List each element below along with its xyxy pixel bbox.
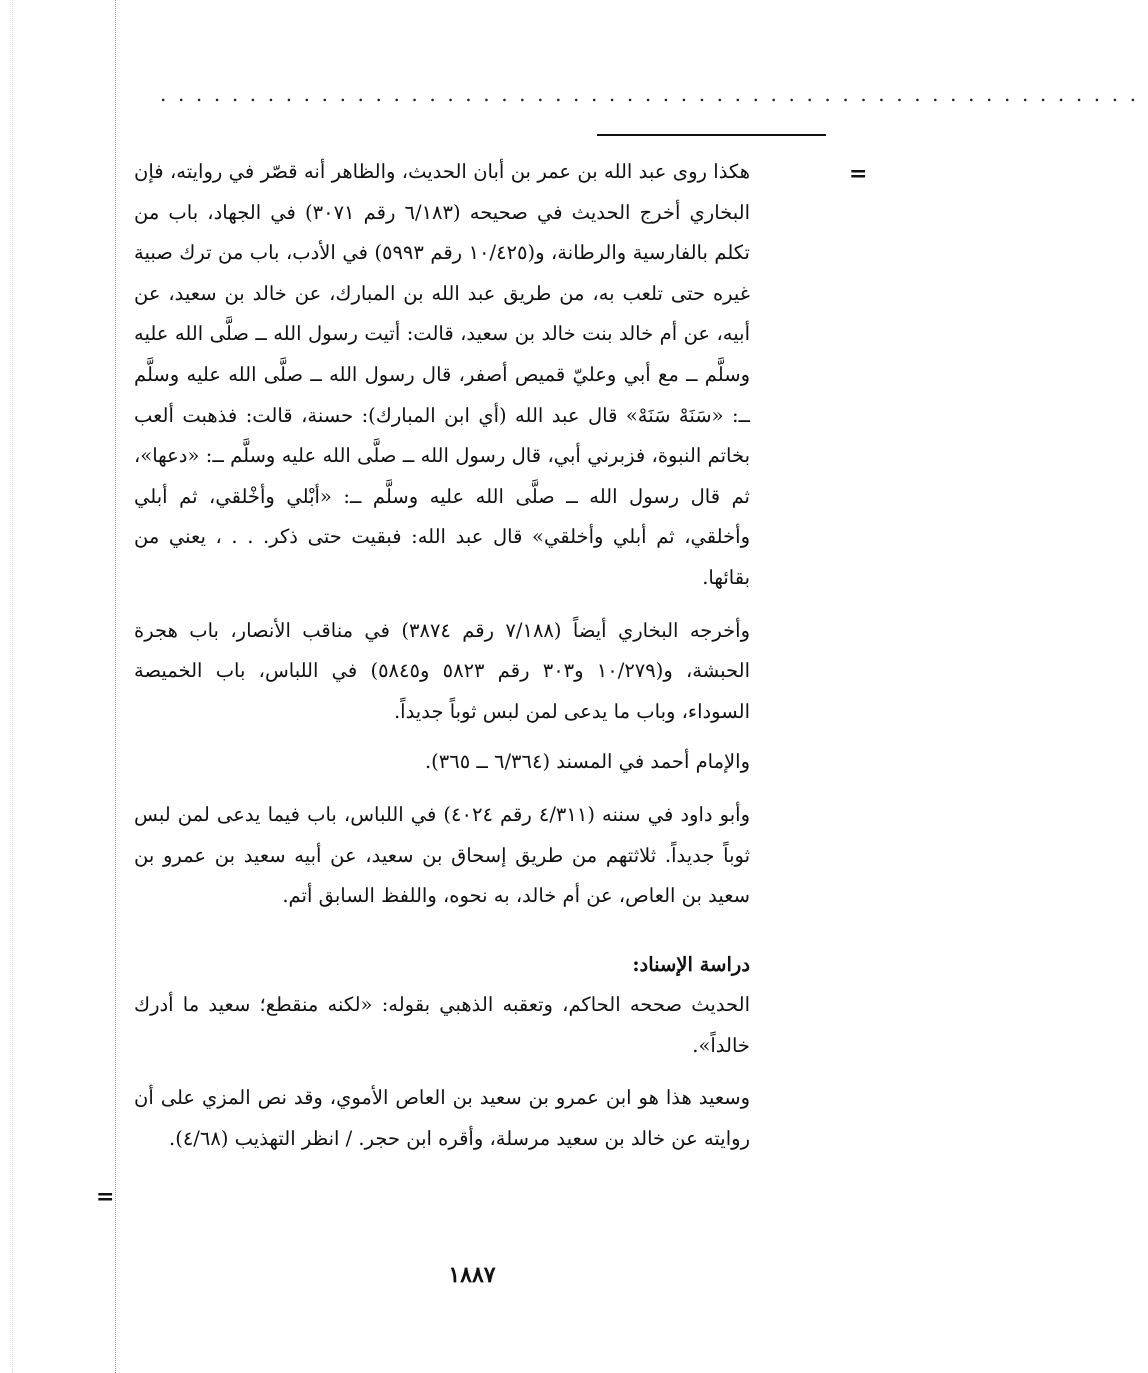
header-dotted-line: ....................................................... [160,82,1148,106]
paragraph-abu-dawud: وأبو داود في سننه (٤/٣١١ رقم ٤٠٢٤) في اللباس، باب فيما يدعى لمن لبس ثوباً جديداً. ثلاثتهم من طريق إسحاق بن سعيد، عن أبيه سعيد بن عمرو بن سعيد بن العاص، عن أم خالد، به نحوه، واللفظ السابق أتم. [134,802,750,908]
continuation-mark-top: = [849,161,868,187]
paragraph-ahmad-musnad: والإمام أحمد في المسند (٦/٣٦٤ ــ ٣٦٥). [424,750,750,774]
section-heading-isnad-study: دراسة الإسناد: [632,952,750,976]
continuation-mark-bottom: = [96,1184,115,1210]
footnote-text-block [134,152,750,1172]
paragraph-hadith-takhrij: هكذا روى عبد الله بن عمر بن أبان الحديث، والظاهر أنه قصّر في روايته، فإن البخاري أخرج الحديث في صحيحه (٦/١٨٣ رقم ٣٠٧١) في الجهاد، باب من تكلم بالفارسية والرطانة، و(١٠/٤٢٥ رقم ٥٩٩٣) في الأدب، باب من ترك صبية غيره حتى تلعب به، من طريق عبد الله بن المبارك، عن خالد بن سعيد، عن أبيه، عن أم خالد بنت خالد بن سعيد، قالت: أتيت رسول الله ــ صلَّى الله عليه وسلَّم ــ مع أبي وعليّ قميص أصفر، قال رسول الله ــ صلَّى الله عليه وسلَّم ــ: «سَنَهْ سَنَهْ» قال عبد الله (أي ابن المبارك): حسنة، قالت: فذهبت ألعب بخاتم النبوة، فزبرني أبي، قال رسول الله ــ صلَّى الله عليه وسلَّم ــ: «دعها»، ثم قال رسول الله ــ صلَّى الله عليه وسلَّم ــ: «أبْلي وأخْلقي، ثم أبلي وأخلقي، ثم أبلي وأخلقي» قال عبد الله: فبقيت حتى ذكر. . . ، يعني من بقائها. [134,160,750,589]
paragraph-said-identity: وسعيد هذا هو ابن عمرو بن سعيد بن العاص الأموي، وقد نص المزي على أن روايته عن خالد بن سعيد مرسلة، وأقره ابن حجر. / انظر التهذيب (٤/٦٨). [134,1086,750,1151]
paragraph-hakim-dhahabi: الحديث صححه الحاكم، وتعقبه الذهبي بقوله: «لكنه منقطع؛ سعيد ما أدرك خالداً». [134,993,750,1057]
page-edge-dotted-line [115,0,116,1373]
scan-edge-faint [12,0,13,1373]
footnote-separator-rule [597,134,826,136]
page-number: ١٨٨٧ [448,1262,496,1288]
paragraph-bukhari-additional: وأخرجه البخاري أيضاً (٧/١٨٨ رقم ٣٨٧٤) في مناقب الأنصار، باب هجرة الحبشة، و(١٠/٢٧٩ و٣٠٣ رقم ٥٨٢٣ و٥٨٤٥) في اللباس، باب الخميصة السوداء، وباب ما يدعى لمن لبس ثوباً جديداً. [134,618,750,723]
